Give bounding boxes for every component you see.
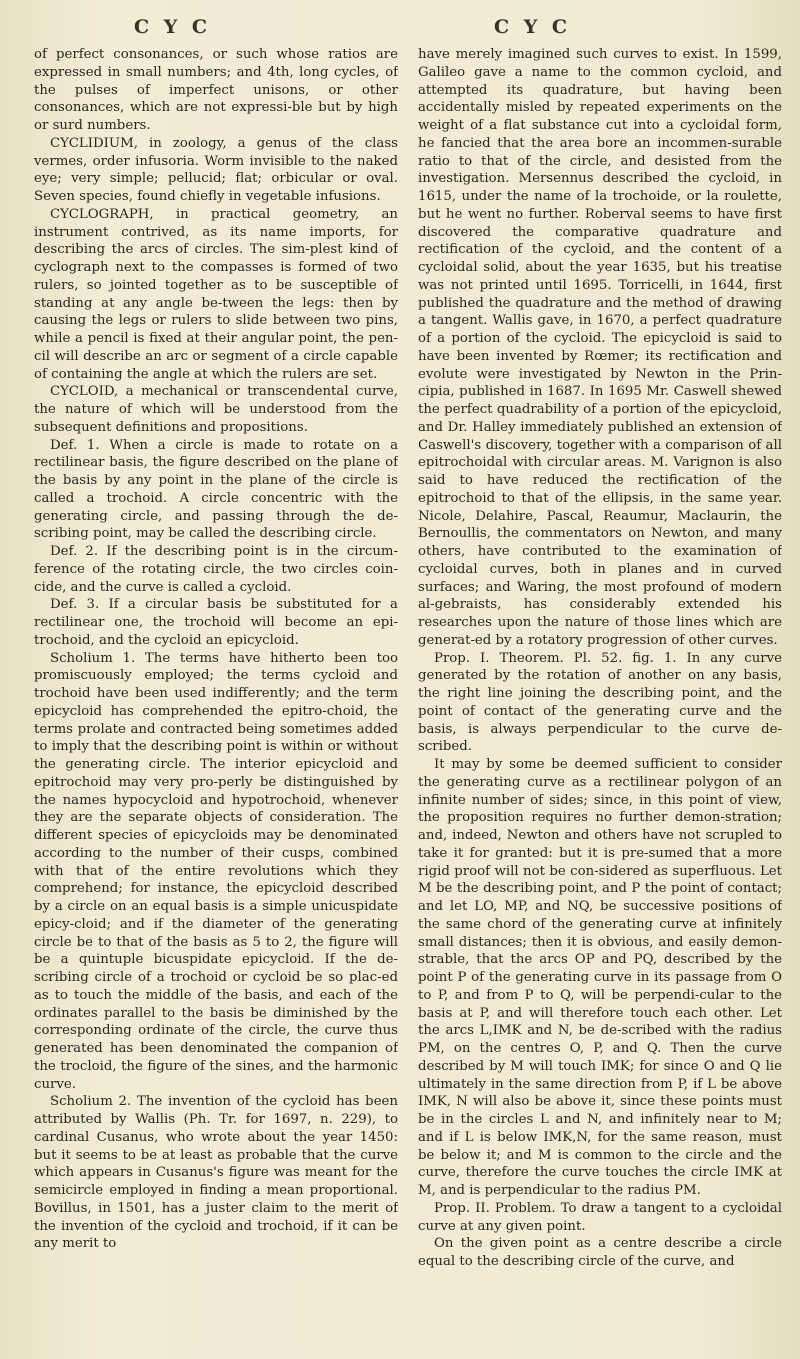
definition-1: Def. 1. When a circle is made to rotate on a rectilinear basis, the figure described on the plane of the basis by any point in the plane of the circle is called a trochoid. A circle concentric with the generating circle, and passing through the de-scribing point, may be called the describing circle. — [34, 437, 398, 542]
running-header — [34, 16, 782, 46]
proposition-1: Prop. I. Theorem. Pl. 52. fig. 1. In any curve generated by the rotation of another on any basis, the right line joining the describing point, and the point of contact of the generating curve and the basis, is always perpendicular to the curve de-scribed. — [418, 650, 782, 755]
right-paragraph-continued: have merely imagined such curves to exist. In 1599, Galileo gave a name to the common cycloid, and attempted its quadrature, but having been accidentally misled by repeated experiments on the weight of a flat substance cut into a cycloidal form, he fancied that the area bore an incommen-surable ratio to that of the circle, and desisted from the investigation. Mersennus described the cycloid, in 1615, under the name of la trochoide, or la roulette, but he went no further. Roberval seems to have first discovered the comparative quadrature and rectification of the cycloid, and the content of a cycloidal solid, about the year 1635, but his treatise was not printed until 1695. Torricelli, in 1644, first published the quadrature and the method of drawing a tangent. Wallis gave, in 1670, a perfect quadrature of a portion of the cycloid. The epicycloid is said to have been invented by Rœmer; its rectification and evolute were investigated by Newton in the Prin-cipia, published in 1687. In 1695 Mr. Caswell shewed the perfect quadrability of a portion of the epicycloid, and Dr. Halley immediately published an extension of Caswell's discovery, together with a comparison of all epitrochoidal with circular areas. M. Varignon is also said to have reduced the rectification of the epitrochoid to that of the ellipsis, in the same year. Nicole, Delahire, Pascal, Reaumur, Maclaurin, the Bernoullis, the commentators on Newton, and many others, have contributed to the examination of cycloidal curves, both in planes and in curved surfaces; and Waring, the most profound of modern al-gebraists, has considerably extended his researches upon the nature of those lines which are generat-ed by a rotatory progression of other curves. — [418, 47, 782, 648]
right-running-head: C Y C — [494, 16, 572, 38]
entry-cyclidium: CYCLIDIUM, in zoology, a genus of the class vermes, order infusoria. Worm invisible to the naked eye; very simple; pellucid; flat; orbicular or oval. Seven species, found chiefly in vegetable infusions. — [34, 135, 398, 204]
scholium-1: Scholium 1. The terms have hitherto been too promiscuously employed; the terms cycloid and trochoid have been used indifferently; and the term epicycloid has comprehended the epitro-choid, the terms prolate and contracted being sometimes added to imply that the describing point is within or without the generating circle. The interior epicycloid and epitrochoid may very pro-perly be distinguished by the names hypocycloid and hypotrochoid, whenever they are the separate objects of consideration. The different species of epicycloids may be denominated according to the number of their cusps, combined with that of the entire revolutions which they comprehend; for instance, the epicycloid described by a circle on an equal basis is a simple unicuspidate epicy-cloid; and if the diameter of the generating circle be to that of the basis as 5 to 2, the figure will be a quintuple bicuspidate epicycloid. If the de-scribing circle of a trochoid or cycloid be so plac-ed as to touch the middle of the basis, and each of the ordinates parallel to the basis be diminished by the corresponding ordinate of the circle, the curve thus generated has been denominated the companion of the trocloid, the figure of the sines, and the harmonic curve. — [34, 650, 398, 1092]
entry-cycloid: CYCLOID, a mechanical or transcendental curve, the nature of which will be understood from the subsequent definitions and propositions. — [34, 384, 398, 435]
right-column — [418, 46, 782, 1336]
text-columns — [34, 46, 782, 1336]
left-running-head: C Y C — [134, 16, 212, 38]
definition-3: Def. 3. If a circular basis be substituted for a rectilinear one, the trochoid will become an epi-trochoid, and the cycloid an epicycloid. — [34, 597, 398, 648]
left-column — [34, 46, 398, 1336]
entry-cyclograph: CYCLOGRAPH, in practical geometry, an instrument contrived, as its name imports, for describing the arcs of circles. The sim-plest kind of cyclograph next to the compasses is formed of two rulers, so jointed together as to be susceptible of standing at any angle be-tween the legs: then by causing the legs or rulers to slide between two pins, while a pencil is fixed at their angular point, the pen-cil will describe an arc or segment of a circle capable of containing the angle at which the rulers are set. — [34, 206, 398, 382]
scholium-2: Scholium 2. The invention of the cycloid has been attributed by Wallis (Ph. Tr. for 1697, n. 229), to cardinal Cusanus, who wrote about the year 1450: but it seems to be at least as probable that the curve which appears in Cusanus's figure was meant for the semicircle employed in finding a mean proportional. Bovillus, in 1501, has a juster claim to the merit of the invention of the cycloid and trochoid, if it can be any merit to — [34, 1094, 398, 1252]
proposition-2: Prop. II. Problem. To draw a tangent to a cycloidal curve at any given point. — [418, 1200, 782, 1234]
construction-2: On the given point as a centre describe a circle equal to the describing circle of the curve, and — [418, 1236, 782, 1269]
proof-1: It may by some be deemed sufficient to consider the generating curve as a rectilinear polygon of an infinite number of sides; since, in this point of view, the proposition requires no further demon-stration; and, indeed, Newton and others have not scrupled to take it for granted: but it is pre-sumed that a more rigid proof will not be con-sidered as superfluous. Let M be the describing point, and P the point of contact; and let LO, MP, and NQ, be successive positions of the same chord of the generating curve at infinitely small distances; then it is obvious, and easily demon-strable, that the arcs OP and PQ, described by the point P of the generating curve in its passage from O to P, and from P to Q, will be perpendi-cular to the basis at P, and will therefore touch each other. Let the arcs L,IMK and N, be de-scribed with the radius PM, on the centres O, P, and Q. Then the curve described by M will touch IMK; for since O and Q lie ultimately in the same direction from P, if L be above IMK, N will also be above it, since these points must be in the circles L and N, and infinitely near to M; and if L is below IMK,N, for the same reason, must be below it; and M is common to the circle and the curve, therefore the curve touches the circle IMK at M, and is perpendicular to the radius PM. — [418, 757, 782, 1198]
left-paragraph-continued: of perfect consonances, or such whose ratios are expressed in small numbers; and 4th, long cycles, of the pulses of imperfect unisons, or other consonances, which are not expressi-ble but by high or surd numbers. — [34, 47, 398, 133]
definition-2: Def. 2. If the describing point is in the circum-ference of the rotating circle, the two circles coin-cide, and the curve is called a cycloid. — [34, 544, 398, 595]
